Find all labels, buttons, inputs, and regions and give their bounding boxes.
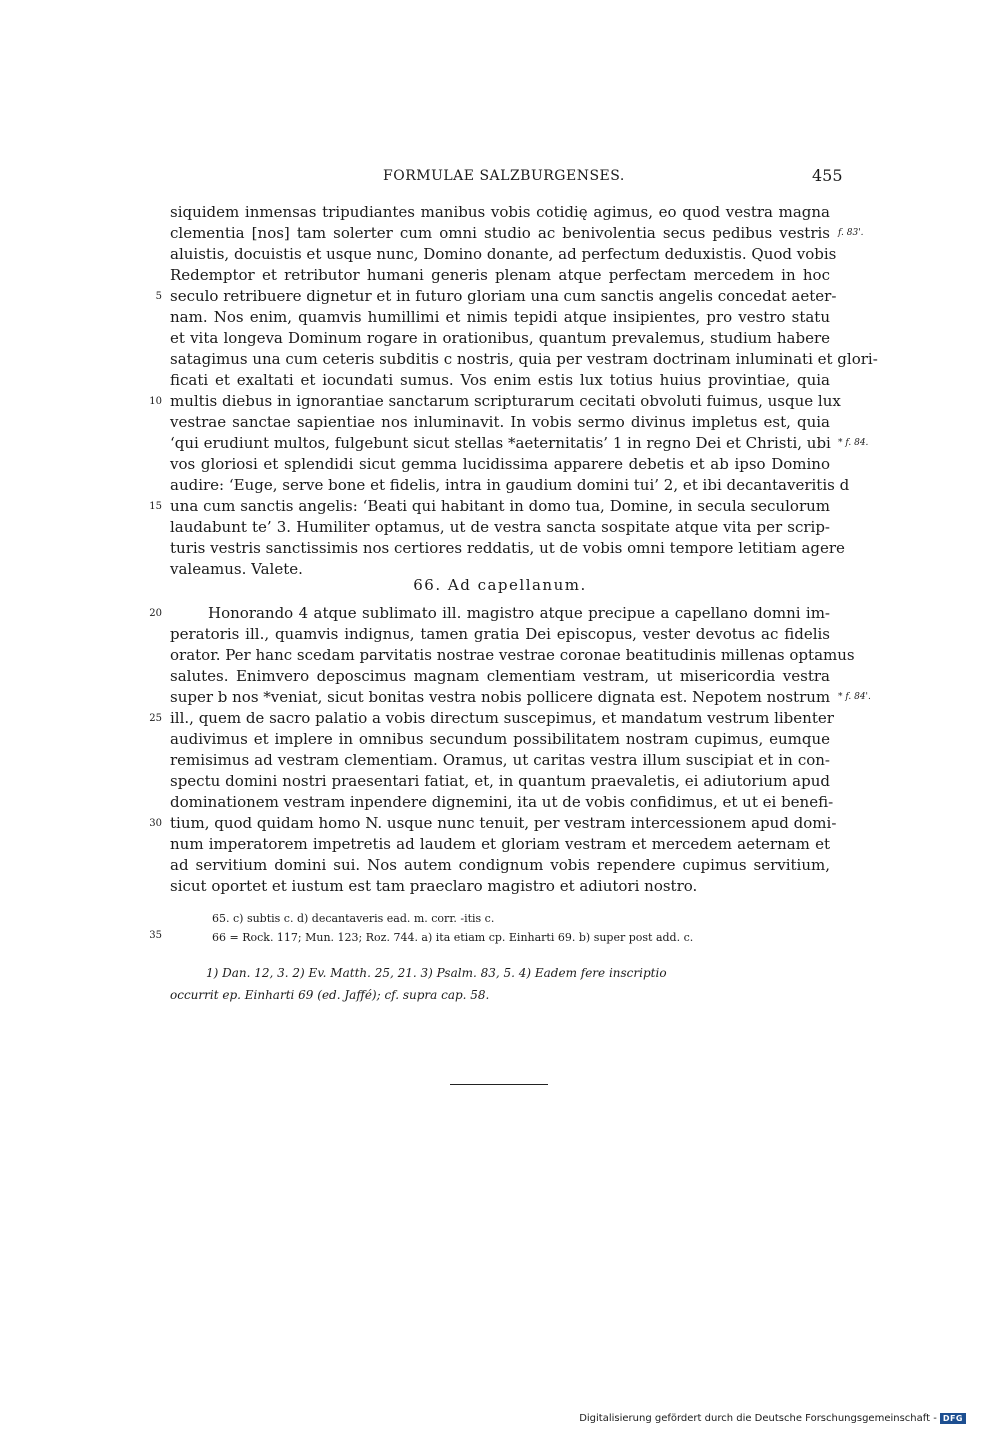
body-line: nam. Nos enim, quamvis humillimi et nimis tepidi atque insipientes, pro vestro statu: [170, 308, 830, 326]
apparatus-line: 65. c) subtis c. d) decantaveris ead. m. corr. -itis c.: [212, 912, 495, 925]
line-number: 15: [149, 501, 162, 512]
body-line: siquidem inmensas tripudiantes manibus vobis cotidię agimus, eo quod vestra magna: [170, 203, 830, 221]
section-line: salutes. Enimvero deposcimus magnam clementiam vestram, ut misericordia vestra: [170, 667, 830, 685]
body-line: audire: ‘Euge, serve bone et fidelis, intra in gaudium domini tui’ 2, et ibi decantaveritis d: [170, 476, 850, 494]
section-line: super b nos *veniat, sicut bonitas vestra nobis pollicere dignata est. Nepotem nostrum: [170, 688, 831, 706]
running-head: FORMULAE SALZBURGENSES.: [383, 168, 625, 184]
body-line: ‘qui erudiunt multos, fulgebunt sicut stellas *aeternitatis’ 1 in regno Dei et Christi, ubi: [170, 434, 831, 452]
body-line: vos gloriosi et splendidi sicut gemma lucidissima apparere debetis et ab ipso Domino: [170, 455, 830, 473]
line-number: 25: [149, 713, 162, 724]
body-line: laudabunt te’ 3. Humiliter optamus, ut de vestra sancta sospitate atque vita per scrip-: [170, 518, 830, 536]
body-line: vestrae sanctae sapientiae nos inluminavit. In vobis sermo divinus impletus est, quia: [170, 413, 830, 431]
funding-notice: [579, 1413, 966, 1424]
section-line: Honorando 4 atque sublimato ill. magistro atque precipue a capellano domni im-: [208, 604, 830, 622]
source-footnote: 1) Dan. 12, 3. 2) Ev. Matth. 25, 21. 3) Psalm. 83, 5. 4) Eadem fere inscriptio: [206, 966, 667, 980]
source-footnote: occurrit ep. Einharti 69 (ed. Jaffé); cf. supra cap. 58.: [170, 988, 490, 1002]
section-heading: 66. Ad capellanum.: [413, 576, 587, 594]
line-number: 35: [149, 930, 162, 941]
margin-note: f. 83'.: [838, 228, 864, 238]
section-line: orator. Per hanc scedam parvitatis nostrae vestrae coronae beatitudinis millenas optamus: [170, 646, 855, 664]
body-line: satagimus una cum ceteris subditis c nostris, quia per vestram doctrinam inluminati et glori-: [170, 350, 878, 368]
section-line: dominationem vestram inpendere dignemini, ita ut de vobis confidimus, et ut ei benefi-: [170, 793, 834, 811]
section-line: ill., quem de sacro palatio a vobis directum suscepimus, et mandatum vestrum libenter: [170, 709, 834, 727]
body-line: una cum sanctis angelis: ‘Beati qui habitant in domo tua, Domine, in secula seculorum: [170, 497, 830, 515]
margin-note: * f. 84.: [838, 438, 869, 448]
end-rule: [450, 1084, 548, 1085]
line-number: 20: [149, 608, 162, 619]
body-line: seculo retribuere dignetur et in futuro gloriam una cum sanctis angelis concedat aeter-: [170, 287, 837, 305]
section-line: audivimus et implere in omnibus secundum possibilitatem nostram cupimus, eumque: [170, 730, 830, 748]
section-line: num imperatorem impetretis ad laudem et gloriam vestram et mercedem aeternam et: [170, 835, 830, 853]
apparatus-line: 66 = Rock. 117; Mun. 123; Roz. 744. a) ita etiam cp. Einharti 69. b) super post add. c.: [212, 931, 694, 944]
line-number: 5: [155, 291, 162, 302]
section-line: peratoris ill., quamvis indignus, tamen gratia Dei episcopus, vester devotus ac fidelis: [170, 625, 830, 643]
dfg-logo-icon: DFG: [940, 1413, 966, 1424]
section-line: remisimus ad vestram clementiam. Oramus, ut caritas vestra illum suscipiat et in con-: [170, 751, 830, 769]
section-line: sicut oportet et iustum est tam praeclaro magistro et adiutori nostro.: [170, 877, 698, 895]
line-number: 30: [149, 818, 162, 829]
body-line: turis vestris sanctissimis nos certiores reddatis, ut de vobis omni tempore letitiam agere: [170, 539, 845, 557]
body-line: Redemptor et retributor humani generis plenam atque perfectam mercedem in hoc: [170, 266, 830, 284]
body-line: et vita longeva Dominum rogare in orationibus, quantum prevalemus, studium habere: [170, 329, 830, 347]
body-line: valeamus. Valete.: [170, 560, 303, 578]
body-line: multis diebus in ignorantiae sanctarum scripturarum cecitati obvoluti fuimus, usque lux: [170, 392, 841, 410]
section-line: spectu domini nostri praesentari fatiat, et, in quantum praevaletis, ei adiutorium apud: [170, 772, 830, 790]
body-line: aluistis, docuistis et usque nunc, Domino donante, ad perfectum deduxistis. Quod vobis: [170, 245, 837, 263]
funding-text: Digitalisierung gefördert durch die Deutsche Forschungsgemeinschaft -: [579, 1413, 937, 1424]
page-number: 455: [812, 166, 843, 185]
body-line: ficati et exaltati et iocundati sumus. Vos enim estis lux totius huius provintiae, quia: [170, 371, 830, 389]
section-line: tium, quod quidam homo N. usque nunc tenuit, per vestram intercessionem apud domi-: [170, 814, 837, 832]
body-line: clementia [nos] tam solerter cum omni studio ac benivolentia secus pedibus vestris: [170, 224, 830, 242]
margin-note: * f. 84'.: [838, 692, 871, 702]
line-number: 10: [149, 396, 162, 407]
section-line: ad servitium domini sui. Nos autem condignum vobis rependere cupimus servitium,: [170, 856, 830, 874]
